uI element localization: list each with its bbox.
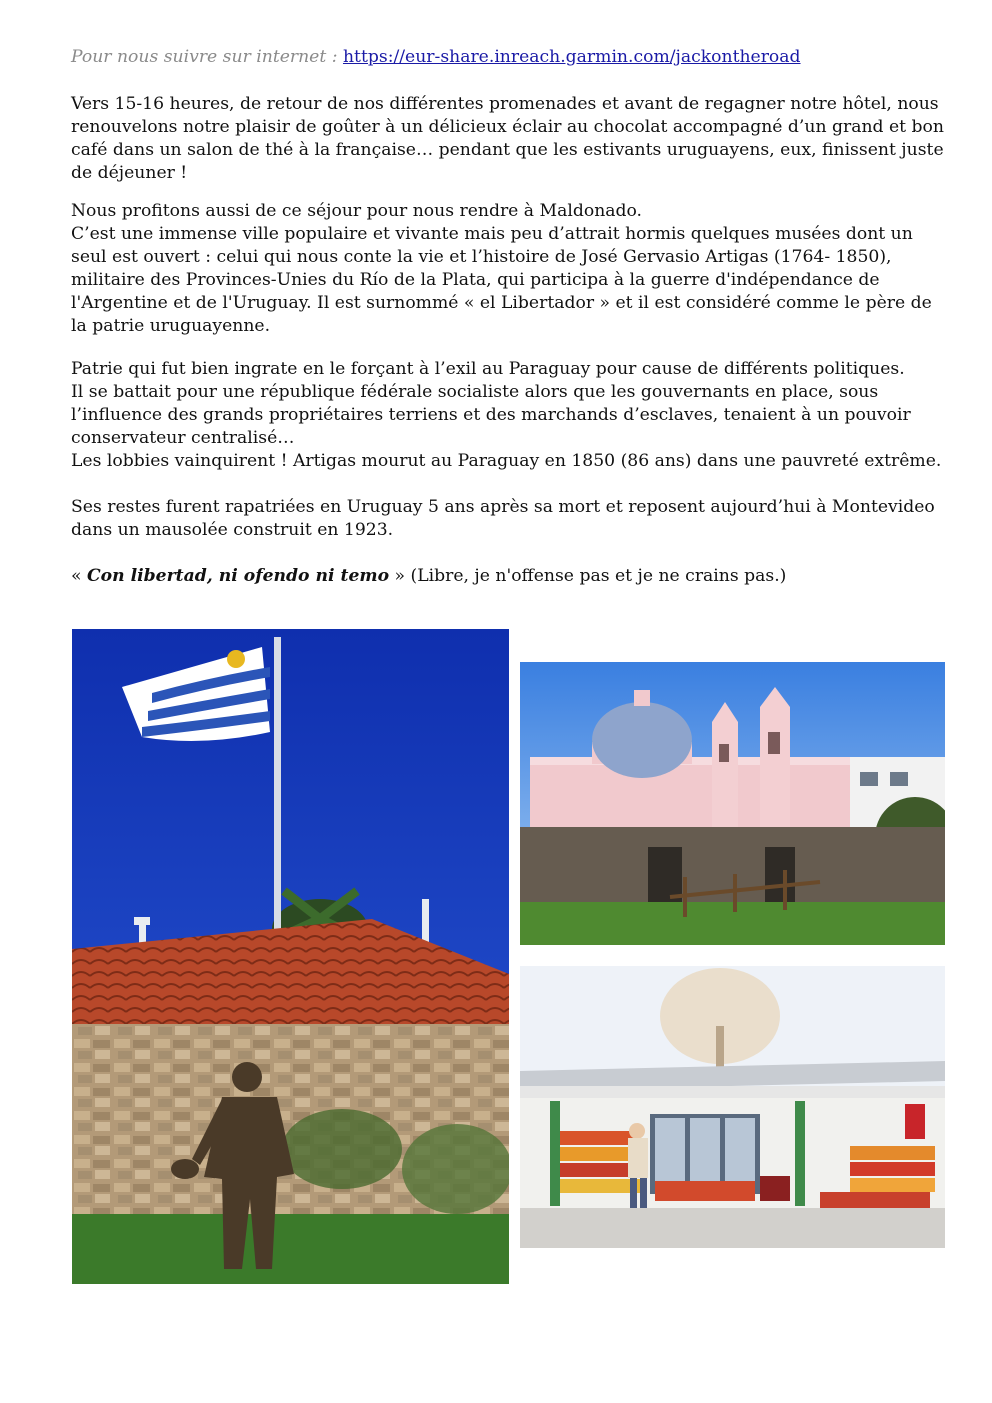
text-line: café dans un salon de thé à la française… pendant que les estivants uruguayens, eux, finissent juste	[71, 140, 944, 160]
text-line: renouvelons notre plaisir de goûter à un délicieux éclair au chocolat accompagné d’un grand et bon	[71, 117, 944, 137]
statue-flag-photo	[72, 629, 509, 1284]
paragraph-maldonado	[71, 200, 951, 338]
paragraph-remains	[71, 496, 951, 542]
paragraph-afternoon	[71, 93, 951, 185]
text-line: Vers 15-16 heures, de retour de nos différentes promenades et avant de regagner notre hôtel, nous	[71, 94, 939, 114]
paragraph-exile	[71, 358, 951, 473]
text-line: Ses restes furent rapatriées en Uruguay 5 ans après sa mort et reposent aujourd’hui à Montevideo	[71, 497, 935, 517]
quote-line	[71, 565, 951, 588]
quote-french: Libre, je n'offense pas et je ne crains pas.)	[417, 566, 787, 586]
quote-text	[71, 565, 951, 588]
quote-open: «	[71, 566, 87, 586]
text-line: seul est ouvert : celui qui nous conte la vie et l’histoire de José Gervasio Artigas (1764- 1850),	[71, 247, 892, 267]
fruit-market-photo	[520, 966, 945, 1248]
text-line: l'Argentine et de l'Uruguay. Il est surnommé « el Libertador » et il est considéré comme le père de	[71, 293, 932, 313]
follow-us-line	[71, 46, 951, 69]
tracking-link[interactable]: https://eur-share.inreach.garmin.com/jackontheroad	[342, 47, 801, 67]
text-line: militaire des Provinces-Unies du Río de la Plata, qui participa à la guerre d'indépendance de	[71, 270, 880, 290]
text-line: la patrie uruguayenne.	[71, 316, 271, 336]
quote-spanish: Con libertad, ni ofendo ni temo	[86, 566, 390, 586]
text-line: de déjeuner !	[71, 163, 188, 183]
text-line: C’est une immense ville populaire et vivante mais peu d’attrait hormis quelques musées dont un	[71, 224, 913, 244]
quote-close: » (	[389, 566, 418, 586]
text-line: Il se battait pour une république fédérale socialiste alors que les gouvernants en place, sous	[71, 382, 879, 402]
text-line: Les lobbies vainquirent ! Artigas mourut au Paraguay en 1850 (86 ans) dans une pauvreté extrême.	[71, 451, 942, 471]
text-line: dans un mausolée construit en 1923.	[71, 520, 394, 540]
church-ruins-photo	[520, 662, 945, 945]
text-line: l’influence des grands propriétaires terriens et des marchands d’esclaves, tenaient à un pouvoir	[71, 405, 911, 425]
follow-us-prefix: Pour nous suivre sur internet :	[71, 47, 338, 67]
text-line: Patrie qui fut bien ingrate en le forçant à l’exil au Paraguay pour cause de différents politiques.	[71, 359, 905, 379]
text-line: Nous profitons aussi de ce séjour pour nous rendre à Maldonado.	[71, 201, 643, 221]
text-line: conservateur centralisé…	[71, 428, 295, 448]
